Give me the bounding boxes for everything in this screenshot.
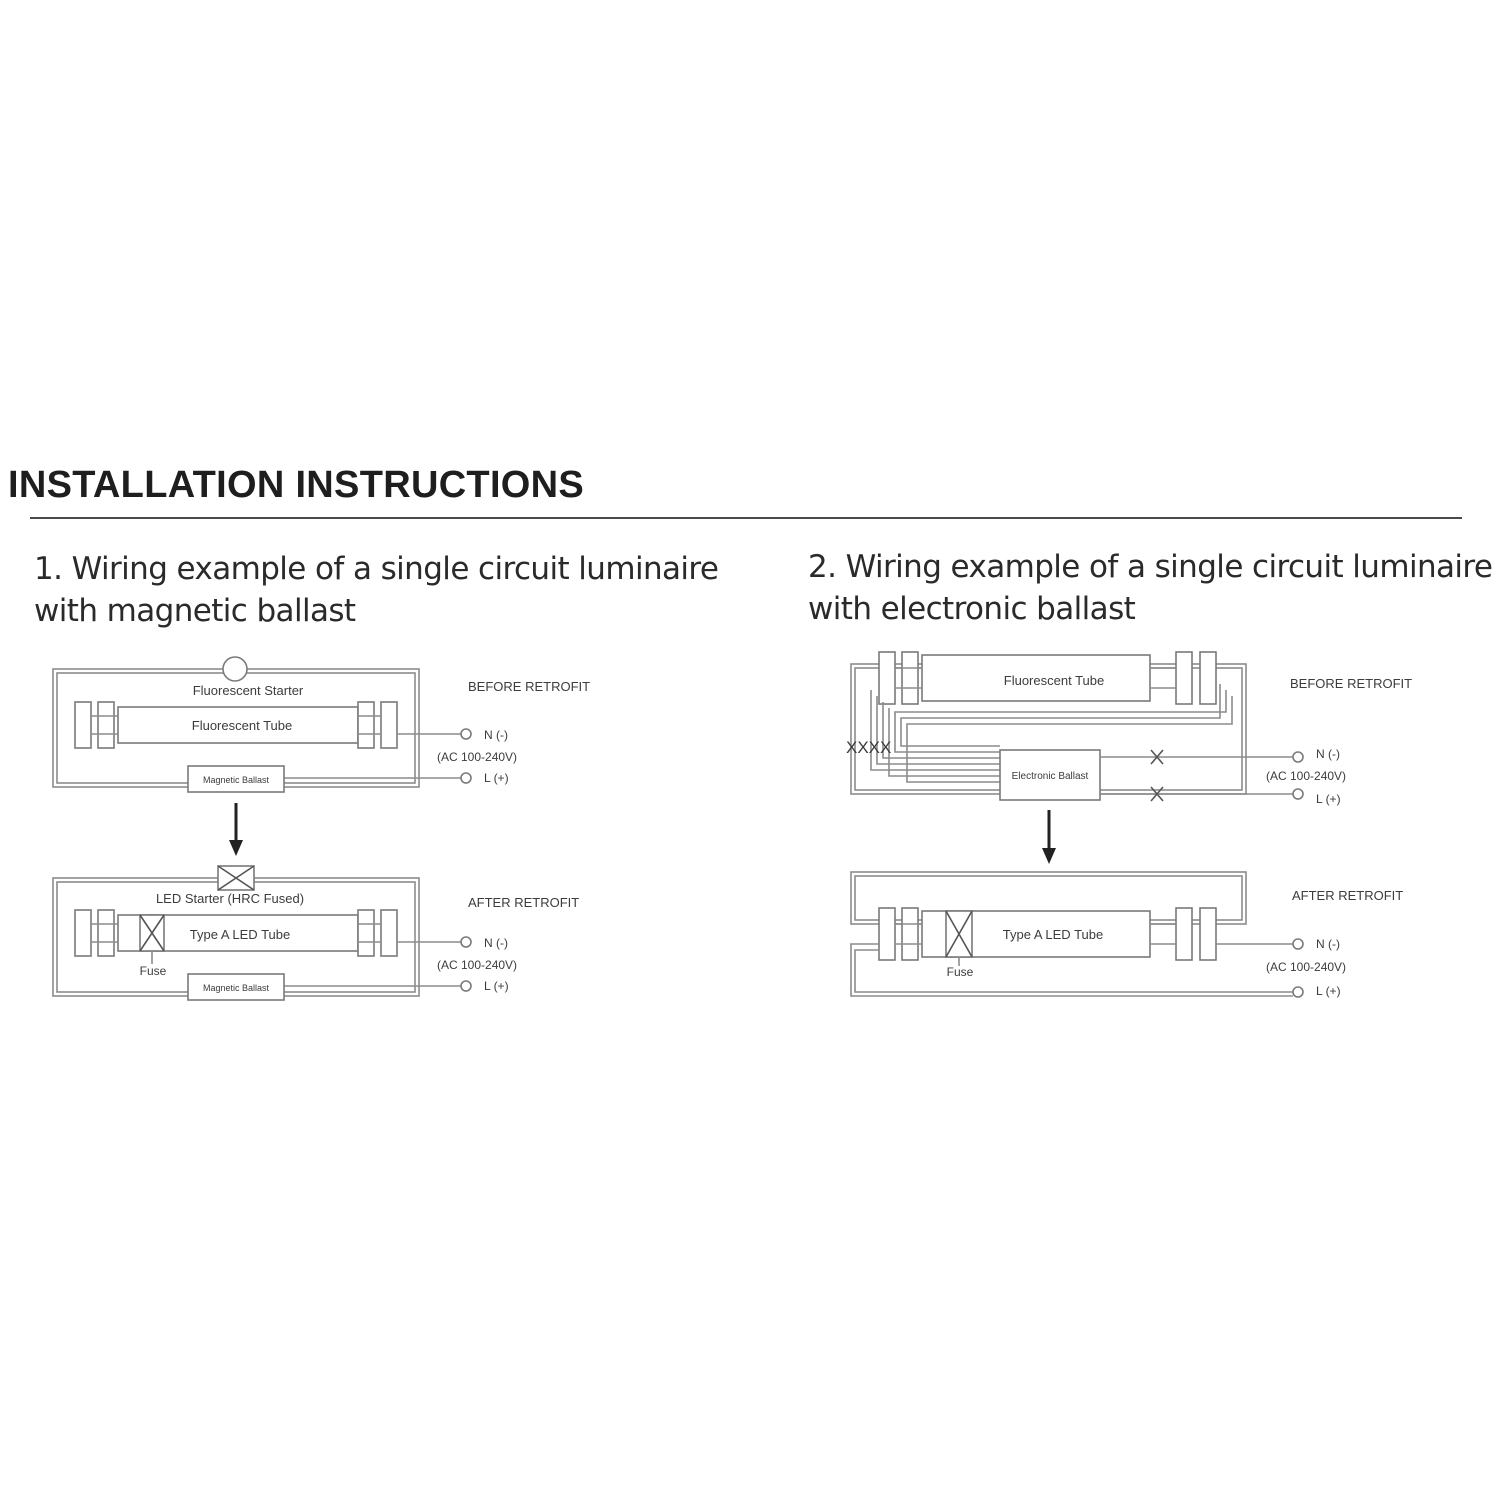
- ballast-label: Electronic Ballast: [1011, 771, 1089, 782]
- lamp-holder-left-outer: [75, 702, 91, 748]
- diagram-1-after: [53, 866, 579, 1000]
- section-1-heading: 1. Wiring example of a single circuit luminaire with magnetic ballast: [34, 551, 719, 629]
- tube-label: Fluorescent Tube: [1003, 673, 1105, 688]
- lamp-holder-left-inner: [902, 908, 918, 960]
- starter-label: LED Starter (HRC Fused): [155, 891, 305, 906]
- lamp-holder-left-inner: [98, 702, 114, 748]
- live-terminal-icon: [1293, 987, 1303, 997]
- lamp-holder-right-inner: [358, 910, 374, 956]
- fuse-label: Fuse: [946, 965, 974, 979]
- lamp-holder-left-outer: [879, 908, 895, 960]
- section-2-heading: 2. Wiring example of a single circuit luminaire with electronic ballast: [808, 549, 1493, 627]
- neutral-terminal-icon: [1293, 752, 1303, 762]
- neutral-label: N (-): [1316, 747, 1340, 761]
- ballast-label: Magnetic Ballast: [202, 983, 270, 993]
- live-label: L (+): [1316, 792, 1341, 806]
- stage-label: BEFORE RETROFIT: [1290, 676, 1413, 691]
- stage-label: AFTER RETROFIT: [1292, 888, 1404, 903]
- voltage-label: (AC 100-240V): [437, 958, 518, 972]
- page-title: INSTALLATION INSTRUCTIONS: [8, 464, 585, 506]
- ballast-label: Magnetic Ballast: [202, 775, 270, 785]
- live-label: L (+): [484, 979, 509, 993]
- down-arrow-icon: [1042, 810, 1056, 864]
- lamp-holder-right-outer: [381, 702, 397, 748]
- tube-label: Type A LED Tube: [189, 927, 291, 942]
- lamp-holder-right-inner: [358, 702, 374, 748]
- fuse-label: Fuse: [139, 964, 167, 978]
- tube-label: Fluorescent Tube: [191, 718, 293, 733]
- lamp-holder-left-inner: [98, 910, 114, 956]
- neutral-label: N (-): [1316, 937, 1340, 951]
- diagram-2-after: [851, 872, 1403, 998]
- live-terminal-icon: [1293, 789, 1303, 799]
- neutral-terminal-icon: [461, 729, 471, 739]
- down-arrow-icon: [229, 803, 243, 856]
- wire-cut-marks: XXXX: [846, 738, 892, 757]
- voltage-label: (AC 100-240V): [437, 750, 518, 764]
- neutral-terminal-icon: [461, 937, 471, 947]
- lamp-holder-right-outer: [1200, 908, 1216, 960]
- tube-label: Type A LED Tube: [1002, 927, 1104, 942]
- lamp-holder-left-outer: [75, 910, 91, 956]
- voltage-label: (AC 100-240V): [1266, 769, 1347, 783]
- live-terminal-icon: [461, 773, 471, 783]
- starter-label: Fluorescent Starter: [192, 683, 304, 698]
- lamp-holder-right-inner: [1176, 908, 1192, 960]
- fluorescent-starter-icon: [223, 657, 247, 681]
- live-label: L (+): [1316, 984, 1341, 998]
- live-label: L (+): [484, 771, 509, 785]
- diagram-2-before: [846, 652, 1412, 806]
- live-terminal-icon: [461, 981, 471, 991]
- lamp-holder-left-inner: [902, 652, 918, 704]
- stage-label: AFTER RETROFIT: [468, 895, 580, 910]
- neutral-label: N (-): [484, 936, 508, 950]
- lamp-holder-left-outer: [879, 652, 895, 704]
- lamp-holder-right-inner: [1176, 652, 1192, 704]
- lamp-holder-right-outer: [381, 910, 397, 956]
- neutral-terminal-icon: [1293, 939, 1303, 949]
- voltage-label: (AC 100-240V): [1266, 960, 1347, 974]
- neutral-label: N (-): [484, 728, 508, 742]
- stage-label: BEFORE RETROFIT: [468, 679, 591, 694]
- diagram-1-before: [53, 657, 590, 792]
- lamp-holder-right-outer: [1200, 652, 1216, 704]
